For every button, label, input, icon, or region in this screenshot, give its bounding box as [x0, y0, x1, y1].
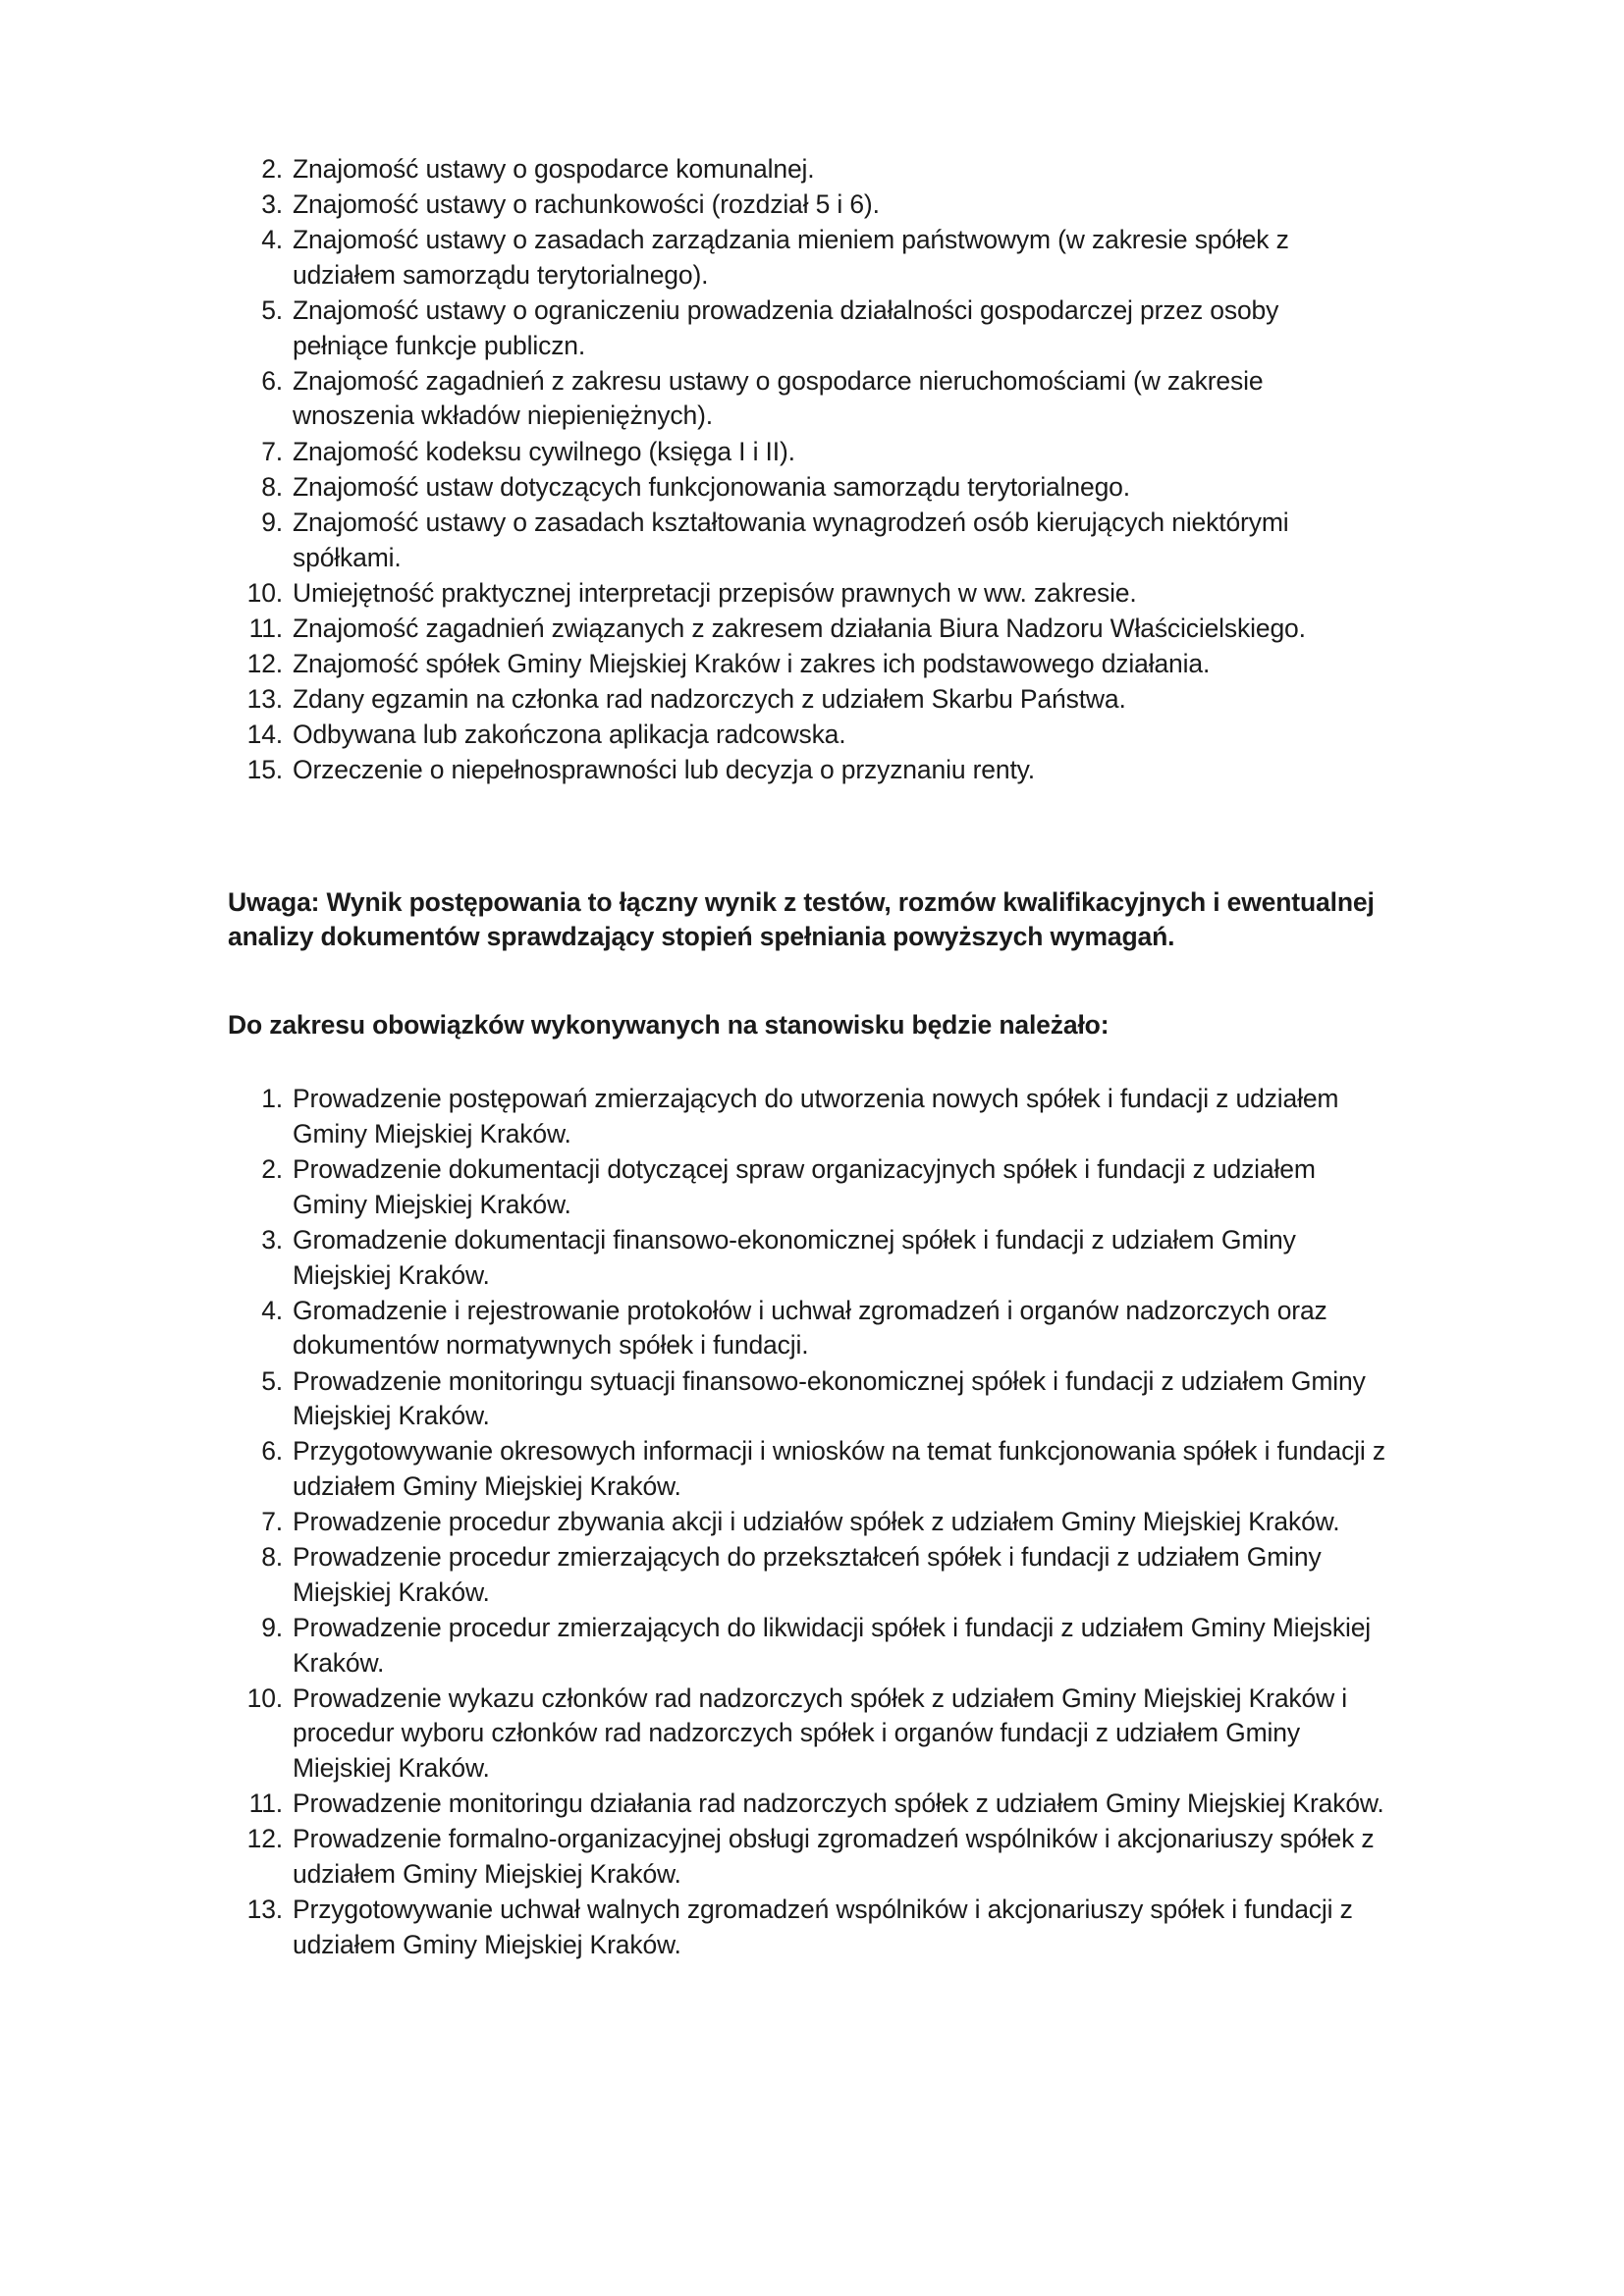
list-item-number: 5.: [261, 1365, 283, 1396]
list-item-number: 4.: [261, 225, 283, 255]
list-item-text: Znajomość spółek Gminy Miejskiej Kraków i zakres ich podstawowego działania.: [293, 648, 1211, 678]
list-item-number: 7.: [261, 1507, 283, 1537]
list-item-text: Umiejętność praktycznej interpretacji przepisów prawnych w ww. zakresie.: [293, 577, 1137, 608]
list-item: [228, 1611, 1386, 1681]
list-item-number: 10.: [246, 577, 283, 608]
list-item-number: 12.: [246, 648, 283, 678]
requirements-list: [228, 152, 1327, 788]
list-item-number: 8.: [261, 1542, 283, 1573]
list-item-number: 3.: [261, 189, 283, 220]
list-item-text: Znajomość ustawy o rachunkowości (rozdział 5 i 6).: [293, 189, 880, 220]
list-item-number: 14.: [246, 720, 283, 750]
list-item-number: 11.: [248, 613, 283, 643]
list-item: [228, 187, 1327, 223]
list-item: [228, 470, 1327, 506]
list-item-text: Prowadzenie monitoringu działania rad nadzorczych spółek z udziałem Gminy Miejskiej Kraków.: [293, 1789, 1384, 1819]
list-item-text: Przygotowywanie uchwał walnych zgromadzeń wspólników i akcjonariuszy spółek i fundacji z udziałem Gminy Miejskiej Kraków.: [293, 1895, 1353, 1959]
list-item: [228, 1082, 1386, 1151]
list-item-text: Znajomość zagadnień związanych z zakresem działania Biura Nadzoru Właścicielskiego.: [293, 613, 1306, 643]
list-item: [228, 1294, 1386, 1363]
list-item-number: 7.: [261, 436, 283, 466]
list-item-number: 8.: [261, 471, 283, 502]
list-item-text: Znajomość ustawy o zasadach zarządzania mieniem państwowym (w zakresie spółek z udziałem samorządu terytorialnego).: [293, 225, 1289, 290]
list-item-text: Prowadzenie postępowań zmierzających do utworzenia nowych spółek i fundacji z udziałem Gminy Miejskiej Kraków.: [293, 1084, 1339, 1149]
list-item-number: 1.: [261, 1084, 283, 1114]
list-item-number: 12.: [246, 1824, 283, 1854]
note-paragraph: Uwaga: Wynik postępowania to łączny wynik z testów, rozmów kwalifikacyjnych i ewentualnej analizy dokumentów sprawdzający stopień spełniania powyższych wymagań.: [228, 886, 1375, 952]
list-item: [228, 223, 1327, 293]
list-item-text: Odbywana lub zakończona aplikacja radcowska.: [293, 720, 846, 750]
duties-list: [228, 1082, 1386, 1962]
list-item-number: 13.: [246, 684, 283, 715]
list-item-number: 13.: [246, 1895, 283, 1925]
list-item-text: Prowadzenie procedur zbywania akcji i udziałów spółek z udziałem Gminy Miejskiej Kraków.: [293, 1507, 1340, 1537]
list-item-number: 5.: [261, 295, 283, 326]
section-spacer: [228, 955, 1475, 1008]
list-item-text: Znajomość ustawy o zasadach kształtowania wynagrodzeń osób kierujących niektórymi spółkami.: [293, 507, 1289, 572]
list-item-number: 3.: [261, 1225, 283, 1255]
list-item: [228, 152, 1327, 187]
list-item-text: Zdany egzamin na członka rad nadzorczych z udziałem Skarbu Państwa.: [293, 684, 1126, 715]
list-item: [228, 1364, 1386, 1434]
list-item-number: 11.: [248, 1789, 283, 1819]
list-item-text: Znajomość ustaw dotyczących funkcjonowania samorządu terytorialnego.: [293, 471, 1130, 502]
section-spacer: [228, 1042, 1475, 1082]
list-item: [228, 682, 1327, 718]
list-item-text: Znajomość zagadnień z zakresu ustawy o gospodarce nieruchomościami (w zakresie wnoszenia wkładów niepieniężnych).: [293, 365, 1264, 431]
list-item: [228, 1505, 1386, 1540]
list-item: [228, 294, 1327, 363]
list-item: [228, 1152, 1386, 1222]
list-item: [228, 506, 1327, 575]
list-item: [228, 1893, 1386, 1962]
list-item: [228, 1434, 1386, 1504]
list-item-text: Prowadzenie dokumentacji dotyczącej spraw organizacyjnych spółek i fundacji z udziałem Gminy Miejskiej Kraków.: [293, 1154, 1316, 1219]
list-item: [228, 1822, 1386, 1892]
section-spacer: [228, 789, 1475, 885]
list-item-text: Znajomość kodeksu cywilnego (księga I i II).: [293, 436, 795, 466]
list-item: [228, 1787, 1386, 1822]
list-item-number: 6.: [261, 1436, 283, 1467]
list-item: [228, 1223, 1386, 1293]
list-item-text: Gromadzenie dokumentacji finansowo-ekonomicznej spółek i fundacji z udziałem Gminy Miejskiej Kraków.: [293, 1225, 1296, 1290]
list-item-text: Przygotowywanie okresowych informacji i wniosków na temat funkcjonowania spółek i fundacji z udziałem Gminy Miejskiej Kraków.: [293, 1436, 1385, 1501]
list-item: [228, 1540, 1386, 1610]
list-item-number: 4.: [261, 1295, 283, 1325]
list-item-text: Prowadzenie formalno-organizacyjnej obsługi zgromadzeń wspólników i akcjonariuszy spółek z udziałem Gminy Miejskiej Kraków.: [293, 1824, 1375, 1890]
list-item-text: Prowadzenie wykazu członków rad nadzorczych spółek z udziałem Gminy Miejskiej Kraków i procedur wyboru członków rad nadzorczych spółek i organów fundacji z udziałem Gminy Miejskiej Kraków.: [293, 1682, 1348, 1784]
document-body: [228, 152, 1475, 1962]
list-item-text: Znajomość ustawy o ograniczeniu prowadzenia działalności gospodarczej przez osoby pełniące funkcje publiczn.: [293, 295, 1279, 360]
list-item: [228, 435, 1327, 470]
list-item-number: 15.: [246, 755, 283, 785]
list-item-number: 2.: [261, 154, 283, 184]
list-item-text: Znajomość ustawy o gospodarce komunalnej.: [293, 154, 815, 184]
list-item-text: Gromadzenie i rejestrowanie protokołów i uchwał zgromadzeń i organów nadzorczych oraz dokumentów normatywnych spółek i fundacji.: [293, 1295, 1327, 1361]
list-item: [228, 364, 1327, 434]
list-item: [228, 753, 1327, 788]
list-item: [228, 647, 1327, 682]
list-item-text: Prowadzenie procedur zmierzających do przekształceń spółek i fundacji z udziałem Gminy Miejskiej Kraków.: [293, 1542, 1322, 1607]
list-item-text: Prowadzenie monitoringu sytuacji finansowo-ekonomicznej spółek i fundacji z udziałem Gminy Miejskiej Kraków.: [293, 1365, 1366, 1431]
list-item: [228, 1682, 1386, 1787]
list-item-number: 9.: [261, 1613, 283, 1643]
list-item-number: 2.: [261, 1154, 283, 1185]
list-item: [228, 576, 1327, 612]
list-item: [228, 718, 1327, 753]
list-item-text: Orzeczenie o niepełnosprawności lub decyzja o przyznaniu renty.: [293, 755, 1036, 785]
duties-heading: Do zakresu obowiązków wykonywanych na stanowisku będzie należało:: [228, 1009, 1110, 1040]
list-item-number: 6.: [261, 365, 283, 396]
list-item-number: 9.: [261, 507, 283, 537]
list-item-text: Prowadzenie procedur zmierzających do likwidacji spółek i fundacji z udziałem Gminy Miejskiej Kraków.: [293, 1613, 1372, 1678]
list-item-number: 10.: [246, 1682, 283, 1713]
list-item: [228, 612, 1327, 647]
